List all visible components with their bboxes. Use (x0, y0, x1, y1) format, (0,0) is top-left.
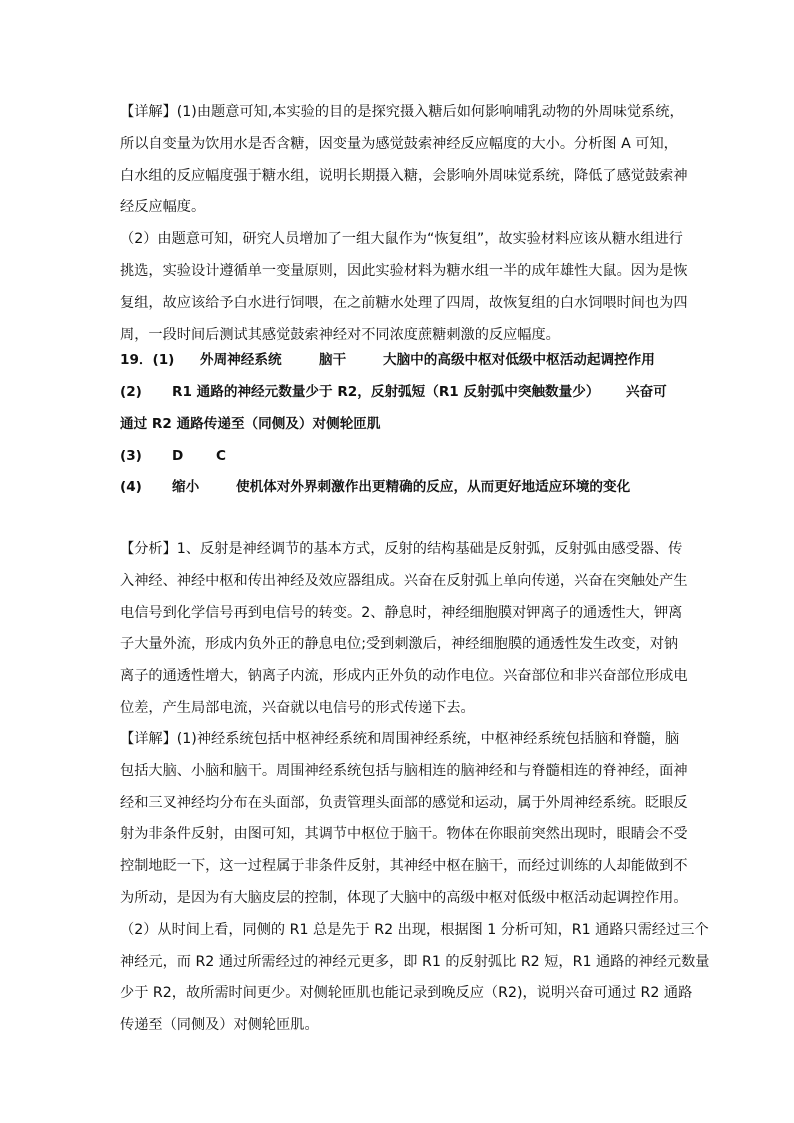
text-line: 位差，产生局部电流，兴奋就以电信号的形式传递下去。 (120, 699, 475, 716)
question-number: (4) (120, 479, 142, 495)
text-line: 经和三叉神经均分布在头面部，负责管理头面部的感觉和运动，属于外周神经系统。眨眼反 (120, 794, 688, 811)
text-line: 白水组的反应幅度强于糖水组，说明长期摄入糖，会影响外周味觉系统，降低了感觉鼓索神 (120, 167, 688, 184)
question-number: (3) (120, 448, 142, 464)
text-line: 挑选，实验设计遵循单一变量原则，因此实验材料为糖水组一半的成年雄性大鼠。因为是恢 (120, 262, 688, 279)
text-line: 离子的通透性增大，钠离子内流，形成内正外负的动作电位。兴奋部位和非兴奋部位形成电 (120, 668, 688, 685)
answer-text: D (172, 448, 184, 464)
text-line: 所以自变量为饮用水是否含糖，因变量为感觉鼓索神经反应幅度的大小。分析图 A 可知， (120, 135, 678, 152)
text-line: 入神经、神经中枢和传出神经及效应器组成。兴奋在反射弧上单向传递，兴奋在突触处产生 (120, 572, 688, 589)
text-line: 周，一段时间后测试其感觉鼓索神经对不同浓度蔗糖刺激的反应幅度。 (120, 326, 560, 343)
question-number: 19．(1) (120, 352, 175, 368)
text-line: 电信号到化学信号再到电信号的转变。2、静息时，神经细胞膜对钾离子的通透性大，钾离 (120, 604, 683, 621)
answer-text: 使机体对外界刺激作出更精确的反应，从而更好地适应环境的变化 (236, 479, 631, 495)
question-number: (2) (120, 384, 142, 400)
text-line: 经反应幅度。 (120, 199, 206, 216)
analysis-paragraph (120, 534, 688, 725)
answer-text: 外周神经系统 (200, 352, 282, 368)
answer-text: 缩小 (172, 479, 200, 495)
text-line: 【分析】1、反射是神经调节的基本方式，反射的结构基础是反射弧，反射弧由感受器、传 (120, 541, 683, 557)
answer-text: 脑干 (319, 352, 347, 368)
text-line: 传递至（同侧及）对侧轮匝肌。 (120, 1017, 319, 1034)
answer-text: R1 通路的神经元数量少于 R2，反射弧短（R1 反射弧中突触数量少） (172, 384, 600, 400)
text-line: 子大量外流，形成内负外正的静息电位;受到刺激后，神经细胞膜的通透性发生改变，对钠 (120, 636, 679, 653)
answer-text: C (216, 448, 226, 464)
text-line: 为所动，是因为有大脑皮层的控制，体现了大脑中的高级中枢对低级中枢活动起调控作用。 (120, 889, 688, 906)
answer-text: 大脑中的高级中枢对低级中枢活动起调控作用 (383, 352, 655, 368)
text-line: （2）由题意可知，研究人员增加了一组大鼠作为“恢复组”，故实验材料应该从糖水组进行 (120, 231, 683, 248)
text-line: 包括大脑、小脑和脑干。周围神经系统包括与脑相连的脑神经和与脊髓相连的脊神经，面神 (120, 762, 688, 779)
text-line: 【详解】(1)神经系统包括中枢神经系统和周围神经系统，中枢神经系统包括脑和脊髓，脑 (120, 731, 680, 747)
detail-paragraph-1 (120, 97, 688, 351)
text-line: 控制地眨一下，这一过程属于非条件反射，其神经中枢在脑干，而经过训练的人却能做到不 (120, 858, 688, 875)
text-line: 射为非条件反射，由图可知，其调节中枢位于脑干。物体在你眼前突然出现时，眼睛会不受 (120, 826, 688, 843)
detail-paragraph-2 (120, 724, 710, 1042)
text-line: 复组，故应该给予白水进行饲喂，在之前糖水处理了四周，故恢复组的白水饲喂时间也为四 (120, 294, 688, 311)
answer-text: 兴奋可 (626, 384, 667, 400)
text-line: 少于 R2，故所需时间更少。对侧轮匝肌也能记录到晚反应（R2)，说明兴奋可通过 R2 通路 (120, 985, 693, 1002)
text-line: 神经元，而 R2 通过所需经过的神经元更多，即 R1 的反射弧比 R2 短，R1 通路的神经元数量 (120, 953, 710, 970)
text-line: 【详解】(1)由题意可知,本实验的目的是探究摄入糖后如何影响哺乳动物的外周味觉系统， (120, 104, 684, 120)
text-line: （2）从时间上看，同侧的 R1 总是先于 R2 出现，根据图 1 分析可知，R1 通路只需经过三个 (120, 921, 709, 938)
answer-text: 通过 R2 通路传递至（同侧及）对侧轮匝肌 (120, 416, 381, 432)
